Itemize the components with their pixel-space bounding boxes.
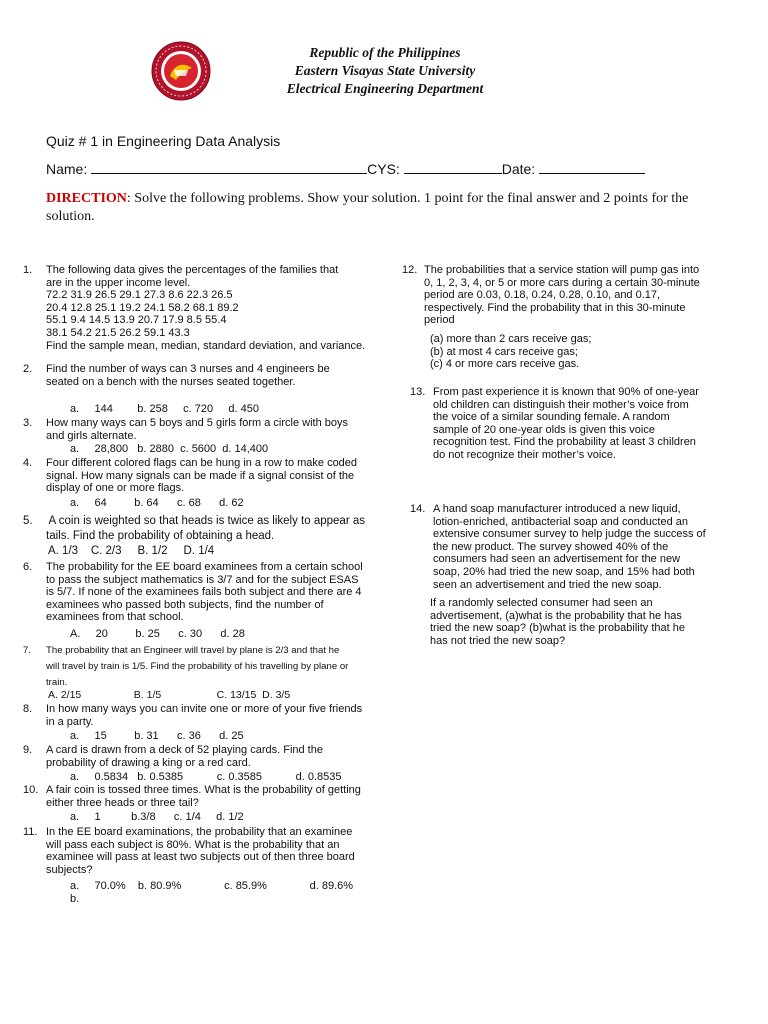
question-number: 8. <box>23 703 33 715</box>
date-field[interactable] <box>539 160 645 174</box>
question-number: 12. <box>402 264 418 276</box>
question-number: 11. <box>23 826 38 838</box>
direction-text: : Solve the following problems. Show your solution. 1 point for the final answer and 2 points for the solution. <box>46 191 689 224</box>
question-number: 13. <box>410 386 426 398</box>
question-number: 10. <box>23 784 39 796</box>
cys-field[interactable] <box>404 160 502 174</box>
question-9-choices: a. 0.5834 b. 0.5385 c. 0.3585 d. 0.8535 <box>70 771 342 783</box>
question-text: In how many ways you can invite one or more of your five friends in a party. <box>46 703 363 728</box>
question-number: 1. <box>23 264 33 276</box>
question-number: 14. <box>410 503 426 515</box>
question-number: 4. <box>23 457 33 469</box>
question-text: A card is drawn from a deck of 52 playing cards. Find the probability of drawing a king or a red card. <box>46 744 323 769</box>
question-number: 9. <box>23 744 33 756</box>
question-11-choices: a. 70.0% b. 80.9% c. 85.9% d. 89.6% b. <box>70 880 354 905</box>
question-text: The probability for the EE board examinees from a certain school to pass the subject mathematics is 3/7 and for the subject ESAS is 5/7. If none of the examinees fails both subject and there are 4 examinees who passed both subjects, find the number of examinees from that school. <box>46 561 363 624</box>
question-3-choices: a. 28,800 b. 2880 c. 5600 d. 14,400 <box>70 443 269 455</box>
header-university: Eastern Visayas State University <box>294 63 476 78</box>
question-text: A hand soap manufacturer introduced a new liquid, lotion-enriched, antibacterial soap and conducted an extensive consumer survey to help judge the success of the new product. The survey showed 40% of the consumers had seen an advertisement for the new soap, 20% had tried the new soap, and 15% had both seen an advertisement and tried the new soap. <box>433 503 706 591</box>
question-4-choices: a. 64 b. 64 c. 68 d. 62 <box>70 497 244 509</box>
date-label: Date: <box>501 161 536 177</box>
question-number: 3. <box>23 417 33 429</box>
question-text: From past experience it is known that 90% of one-year old children can distinguish their mother’s voice from the voice of a similar sounding female. A random sample of 20 one-year olds is given this voice recognition test. Find the probability at least 3 children do not recognize their mother’s voice. <box>433 386 699 461</box>
question-14-followup: If a randomly selected consumer had seen an advertisement, (a)what is the probability that he has tried the new soap? (b)what is the probability that he has not tried the new soap? <box>430 597 685 647</box>
question-text: Find the number of ways can 3 nurses and 4 engineers be seated on a bench with the nurses seated together. <box>46 363 330 388</box>
university-seal-logo <box>150 40 212 102</box>
question-text: Four different colored flags can be hung in a row to make coded signal. How many signals can be made if a signal consist of the display of one or more flags. <box>46 457 358 495</box>
header-department: Electrical Engineering Department <box>286 81 484 96</box>
question-6-choices: A. 20 b. 25 c. 30 d. 28 <box>70 628 245 640</box>
question-number: 5. <box>23 515 33 527</box>
name-label: Name: <box>46 161 88 177</box>
direction-label: DIRECTION <box>46 191 127 206</box>
question-7-choices: A. 2/15 B. 1/5 C. 13/15 D. 3/5 <box>48 689 291 701</box>
quiz-title: Quiz # 1 in Engineering Data Analysis <box>46 133 281 149</box>
question-2-choices: a. 144 b. 258 c. 720 d. 450 <box>70 403 259 415</box>
cys-label: CYS: <box>367 161 400 177</box>
student-info-row <box>46 160 645 177</box>
question-5-choices: A. 1/3 C. 2/3 B. 1/2 D. 1/4 <box>48 545 215 557</box>
question-text: A fair coin is tossed three times. What is the probability of getting either three heads or three tail? <box>46 784 361 809</box>
question-number: 7. <box>23 645 32 656</box>
question-number: 2. <box>23 363 33 375</box>
header-republic: Republic of the Philippines <box>309 45 461 60</box>
question-text: In the EE board examinations, the probability that an examinee will pass each subject is 80%. What is the probability that an examinee will pass at least two subjects out of then three board subjects? <box>46 826 355 876</box>
direction-paragraph <box>46 190 726 226</box>
question-text: A coin is weighted so that heads is twice as likely to appear as tails. Find the probability of obtaining a head. <box>46 515 365 542</box>
question-number: 6. <box>23 561 33 573</box>
name-field[interactable] <box>91 160 367 174</box>
question-text: How many ways can 5 boys and 5 girls form a circle with boys and girls alternate. <box>46 417 349 442</box>
question-10-choices: a. 1 b.3/8 c. 1/4 d. 1/2 <box>70 811 244 823</box>
question-8-choices: a. 15 b. 31 c. 36 d. 25 <box>70 730 244 742</box>
question-text: The probabilities that a service station will pump gas into 0, 1, 2, 3, 4, or 5 or more cars during a certain 30-minute period are 0.03, 0.18, 0.24, 0.28, 0.10, and 0.17, respectively. Find the probability that in this 30-minute period <box>424 264 700 327</box>
question-text: The following data gives the percentages of the families that are in the upper income level. 72.2 31.9 26.5 29.1 27.3 8.6 22.3 26.5 20.4 12.8 25.1 19.2 24.1 58.2 68.1 89.2 55.1 9.4 14.5 13.9 20.7 17.9 8.5 55.4 38.1 54.2 21.5 26.2 59.1 43.3 Find the sample mean, median, standard deviation, and variance. <box>46 264 366 352</box>
question-text: The probability that an Engineer will travel by plane is 2/3 and that he will travel by train is 1/5. Find the probability of his travelling by plane or train. <box>46 645 349 688</box>
question-12-parts: (a) more than 2 cars receive gas; (b) at most 4 cars receive gas; (c) 4 or more cars receive gas. <box>430 333 592 371</box>
